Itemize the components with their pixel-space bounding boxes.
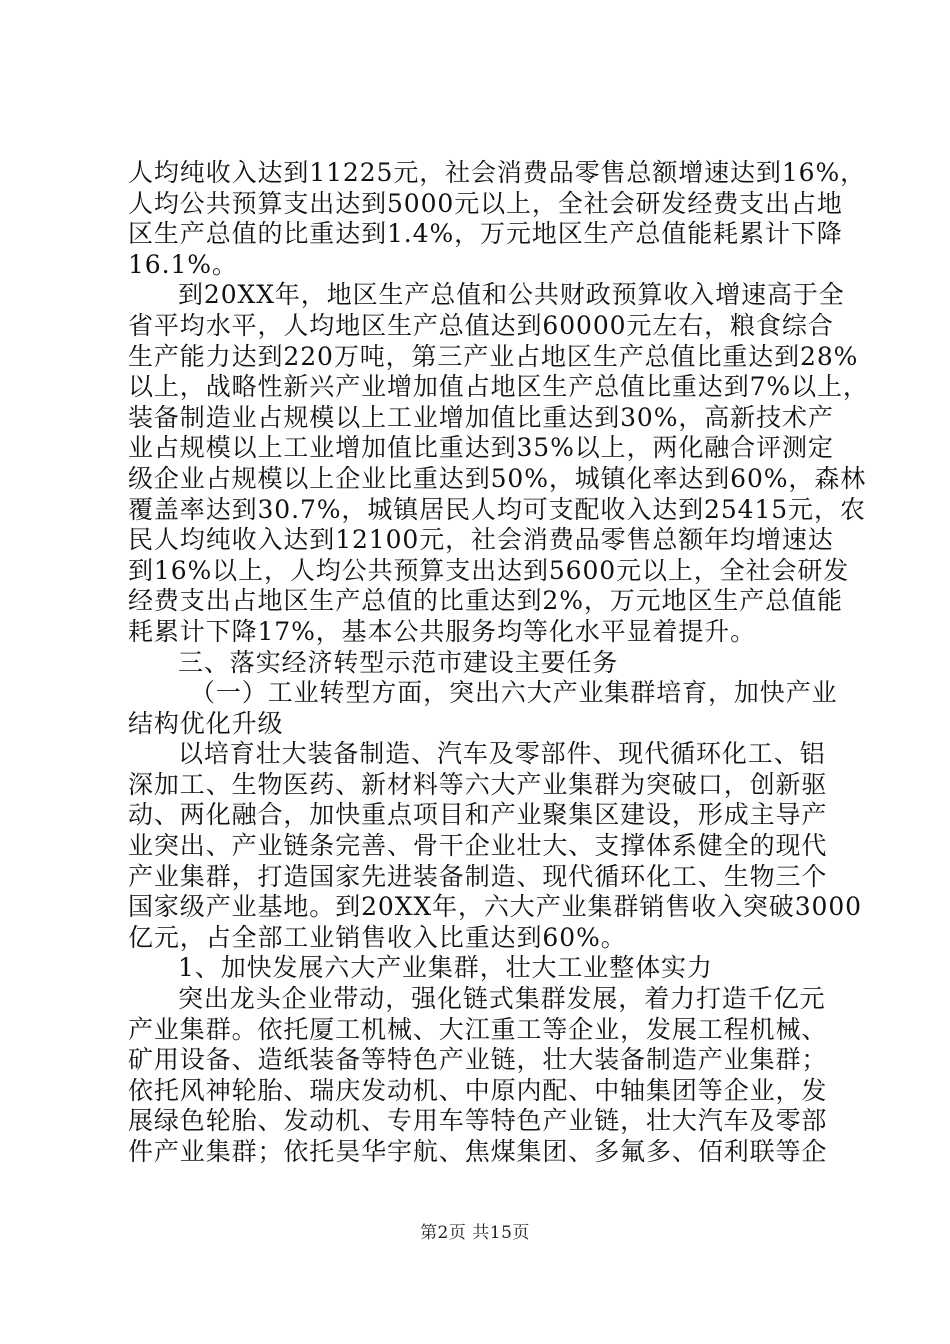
text-line: 到16%以上，人均公共预算支出达到5600元以上，全社会研发 [128, 555, 850, 585]
text-line: 区生产总值的比重达到1.4%，万元地区生产总值能耗累计下降 [128, 219, 843, 249]
text-line: 级企业占规模以上企业比重达到50%，城镇化率达到60%，森林 [128, 463, 867, 493]
text-line: 亿元，占全部工业销售收入比重达到60%。 [128, 922, 627, 952]
text-line: 产业集群，打造国家先进装备制造、现代循环化工、生物三个 [128, 861, 828, 891]
text-line: 深加工、生物医药、新材料等六大产业集群为突破口，创新驱 [128, 769, 828, 799]
text-line: 人均公共预算支出达到5000元以上，全社会研发经费支出占地 [128, 188, 843, 218]
paragraph-start-line: 到20XX年，地区生产总值和公共财政预算收入增速高于全 [178, 280, 845, 310]
text-line: 依托风神轮胎、瑞庆发动机、中原内配、中轴集团等企业，发 [128, 1075, 828, 1105]
subsection-heading-continued: 结构优化升级 [128, 708, 284, 738]
paragraph-start-line: 以培育壮大装备制造、汽车及零部件、现代循环化工、铝 [178, 739, 826, 769]
text-line: 省平均水平，人均地区生产总值达到60000元左右，粮食综合 [128, 310, 834, 340]
text-line: 业突出、产业链条完善、骨干企业壮大、支撑体系健全的现代 [128, 831, 828, 861]
text-line: 经费支出占地区生产总值的比重达到2%，万元地区生产总值能 [128, 586, 843, 616]
text-line: 民人均纯收入达到12100元，社会消费品零售总额年均增速达 [128, 525, 834, 555]
text-line: 件产业集群；依托昊华宇航、焦煤集团、多氟多、佰利联等企 [128, 1137, 828, 1166]
numbered-heading: 1、加快发展六大产业集群，壮大工业整体实力 [178, 953, 713, 983]
text-line: 人均纯收入达到11225元，社会消费品零售总额增速达到16%， [128, 158, 866, 187]
page-number-footer: 第2页 共15页 [420, 1223, 530, 1243]
text-line: 国家级产业基地。到20XX年，六大产业集群销售收入突破3000 [128, 892, 862, 922]
text-line: 覆盖率达到30.7%，城镇居民人均可支配收入达到25415元，农 [128, 494, 866, 524]
text-line: 以上，战略性新兴产业增加值占地区生产总值比重达到7%以上， [128, 372, 869, 402]
text-line: 业占规模以上工业增加值比重达到35%以上，两化融合评测定 [128, 433, 834, 463]
subsection-heading: （一）工业转型方面，突出六大产业集群培育，加快产业 [190, 678, 838, 708]
text-line: 产业集群。依托厦工机械、大江重工等企业，发展工程机械、 [128, 1014, 828, 1044]
document-body [128, 158, 869, 1168]
section-heading: 三、落实经济转型示范市建设主要任务 [178, 647, 619, 677]
text-line: 动、两化融合，加快重点项目和产业聚集区建设，形成主导产 [128, 800, 828, 830]
text-line: 生产能力达到220万吨，第三产业占地区生产总值比重达到28% [128, 341, 859, 371]
text-line: 耗累计下降17%，基本公共服务均等化水平显着提升。 [128, 616, 757, 646]
paragraph-start-line: 突出龙头企业带动，强化链式集群发展，着力打造千亿元 [178, 984, 826, 1014]
text-line: 展绿色轮胎、发动机、专用车等特色产业链，壮大汽车及零部 [128, 1106, 828, 1136]
text-line: 16.1%。 [128, 249, 238, 279]
text-line: 装备制造业占规模以上工业增加值比重达到30%，高新技术产 [128, 402, 834, 432]
text-line: 矿用设备、造纸装备等特色产业链，壮大装备制造产业集群； [128, 1045, 828, 1075]
